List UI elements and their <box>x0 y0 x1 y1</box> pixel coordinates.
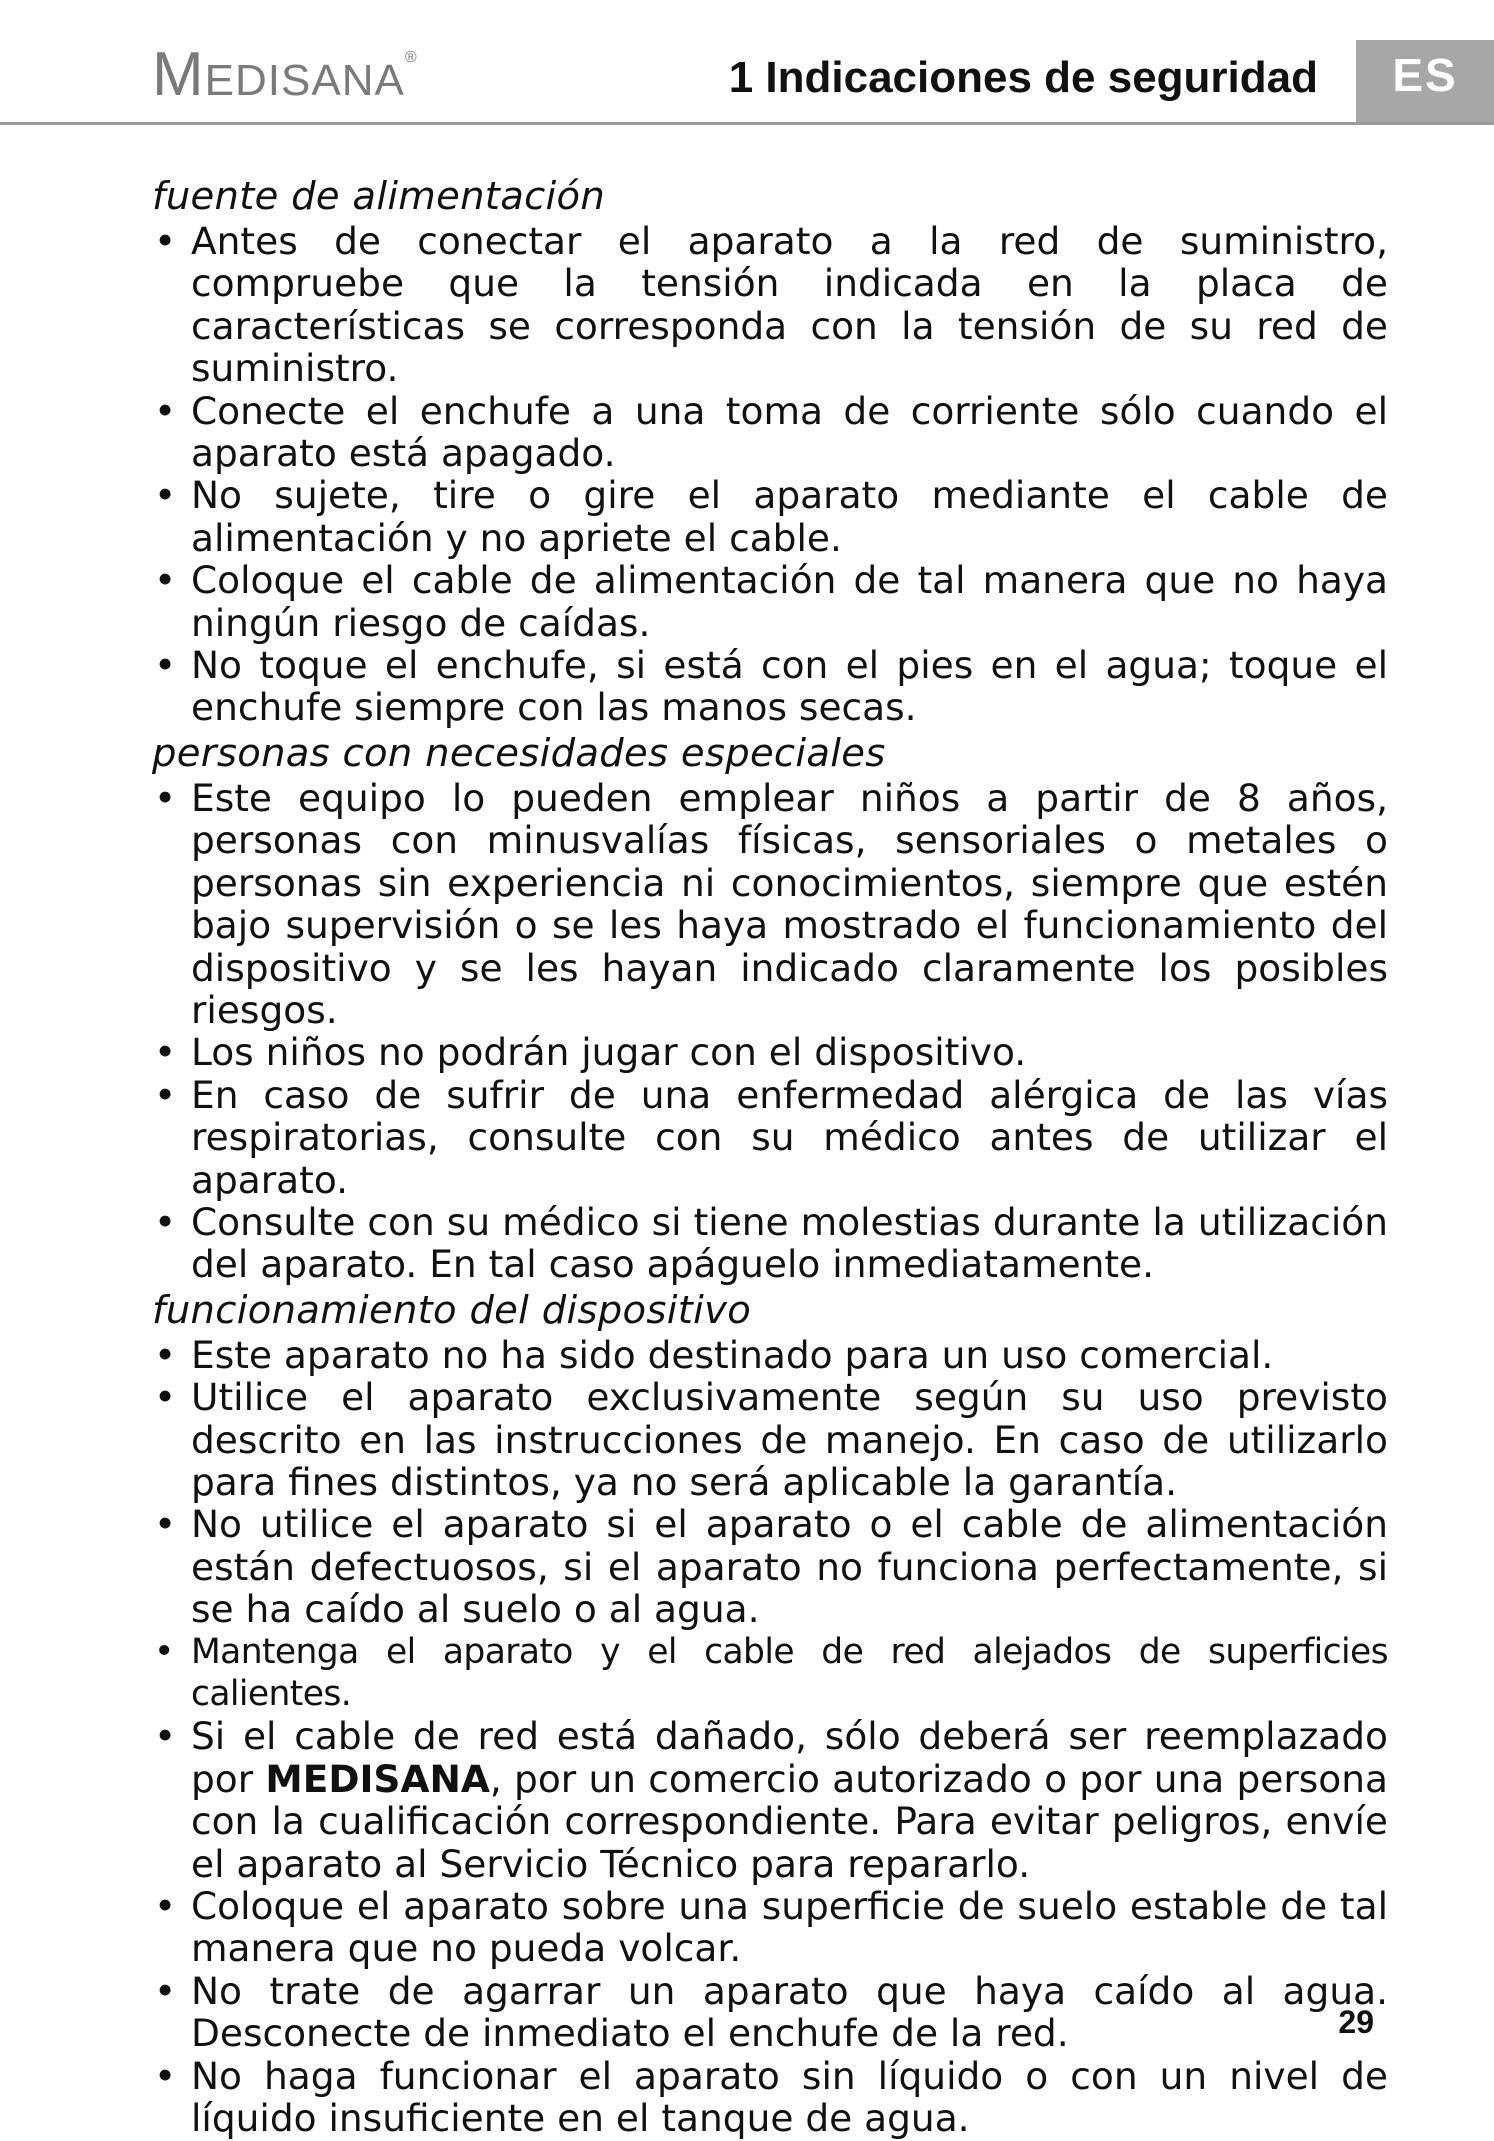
list-item: • Este equipo lo pueden emplear niños a partir de 8 años, personas con minusvalías físicas, sensoriales o metales o personas sin experiencia ni conocimientos, siempre que estén bajo supervisión o se les haya mostrado el funcionamiento del dispositivo y se les hayan indicado claramente los posibles riesgos. <box>152 777 1388 1031</box>
list-item: • Antes de conectar el aparato a la red de suministro, compruebe que la tensión indicada en la placa de características se corresponda con la tensión de su red de suministro. <box>152 220 1388 390</box>
brand-name: MEDISANA <box>265 1756 490 1801</box>
list-item: • No utilice el aparato si el aparato o el cable de alimentación están defectuosos, si el aparato no funciona perfectamente, si se ha caído al suelo o al agua. <box>152 1503 1388 1630</box>
list-item: • En caso de sufrir de una enfermedad alérgica de las vías respiratorias, consulte con su médico antes de utilizar el aparato. <box>152 1074 1388 1201</box>
page-number: 29 <box>1338 2004 1374 2040</box>
language-tab <box>1356 40 1494 124</box>
section-device-operation <box>152 1288 1388 2140</box>
list-item: • No sujete, tire o gire el aparato mediante el cable de alimentación y no apriete el cable. <box>152 474 1388 559</box>
list-item: • No haga funcionar el aparato sin líquido o con un nivel de líquido insuficiente en el tanque de agua. <box>152 2055 1388 2140</box>
bullet-list <box>152 777 1388 1286</box>
list-item: • No toque el enchufe, si está con el pies en el agua; toque el enchufe siempre con las manos secas. <box>152 644 1388 729</box>
list-item: • Coloque el aparato sobre una superficie de suelo estable de tal manera que no pueda volcar. <box>152 1885 1388 1970</box>
section-title: fuente de alimentación <box>152 174 606 219</box>
medisana-logo: MEDISANA® <box>152 40 418 109</box>
bullet-list <box>152 220 1388 729</box>
language-code: ES <box>1392 49 1458 101</box>
list-item: • Utilice el aparato exclusivamente según su uso previsto descrito en las instrucciones de manejo. En caso de utilizarlo para fines distintos, ya no será aplicable la garantía. <box>152 1376 1388 1503</box>
header-divider <box>0 122 1494 125</box>
chapter-title: 1 Indicaciones de seguridad <box>728 53 1318 102</box>
list-item-text: Si el cable de red está dañado, sólo deberá ser reemplazado por <box>191 1714 1388 1801</box>
bullet-list <box>152 1334 1388 2140</box>
list-item: • Consulte con su médico si tiene molestias durante la utilización del aparato. En tal caso apáguelo inmediatamente. <box>152 1201 1388 1286</box>
list-item: • No trate de agarrar un aparato que haya caído al agua. Desconecte de inmediato el enchufe de la red. <box>152 1970 1388 2055</box>
section-special-needs <box>152 731 1388 1286</box>
list-item: • Conecte el enchufe a una toma de corriente sólo cuando el aparato está apagado. <box>152 390 1388 475</box>
section-title: personas con necesidades especiales <box>152 730 886 776</box>
list-item: • Mantenga el aparato y el cable de red alejados de superficies calientes. <box>152 1631 1388 1716</box>
section-power-supply <box>152 174 1388 729</box>
content <box>152 174 1388 2141</box>
list-item: • Coloque el cable de alimentación de tal manera que no haya ningún riesgo de caídas. <box>152 559 1388 644</box>
list-item: • Este aparato no ha sido destinado para un uso comercial. <box>152 1334 1388 1376</box>
section-title: funcionamiento del dispositivo <box>152 1287 752 1333</box>
list-item: • Los niños no podrán jugar con el dispositivo. <box>152 1031 1388 1073</box>
list-item-cable-replacement <box>152 1715 1388 1885</box>
list-item-text: , por un comercio autorizado o por una persona con la cualificación correspondiente. Para evitar peligros, envíe el aparato al Servicio Técnico para repararlo. <box>191 1756 1388 1886</box>
